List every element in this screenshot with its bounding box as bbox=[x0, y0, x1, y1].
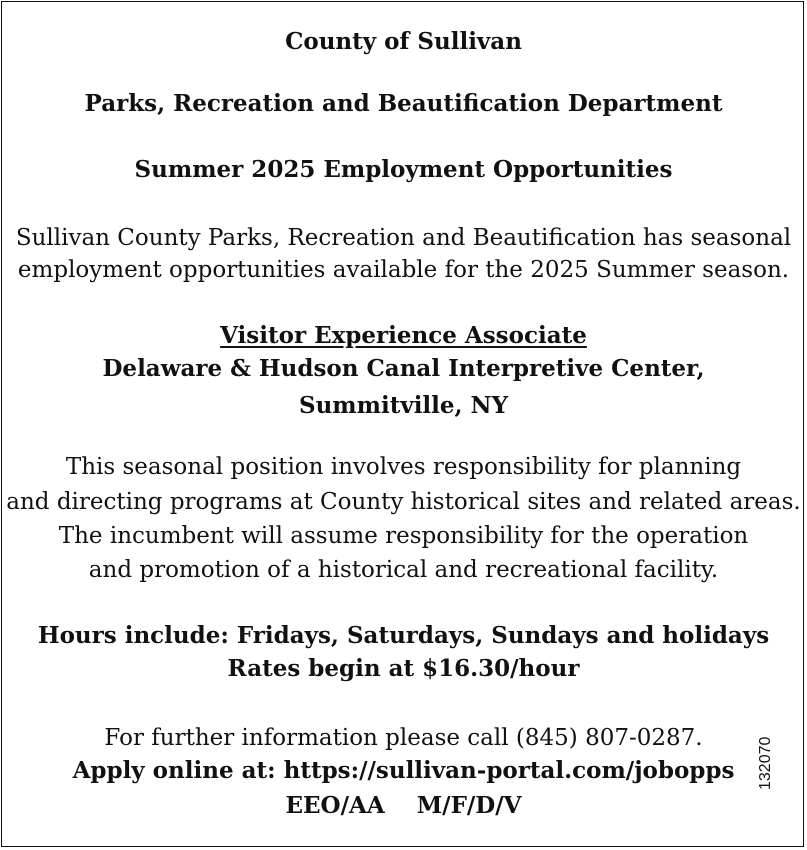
intro-line-1: Sullivan County Parks, Recreation and Beautification has seasonal bbox=[15, 225, 792, 251]
description-line-1: This seasonal position involves responsibility for planning bbox=[65, 454, 742, 480]
eeo-statement: EEO/AA M/F/D/V bbox=[285, 792, 522, 819]
description-line-3: The incumbent will assume responsibility for the operation bbox=[58, 523, 749, 549]
ad-code: 132070 bbox=[757, 736, 774, 790]
hours-info: Hours include: Fridays, Saturdays, Sundays and holidays bbox=[37, 622, 770, 649]
intro-line-2: employment opportunities available for the 2025 Summer season. bbox=[17, 257, 790, 283]
position-location-line-1: Delaware & Hudson Canal Interpretive Center, bbox=[102, 355, 705, 382]
position-location-line-2: Summitville, NY bbox=[298, 392, 509, 419]
description-line-4: and promotion of a historical and recreational facility. bbox=[88, 557, 719, 583]
department-heading: Parks, Recreation and Beautification Department bbox=[84, 90, 723, 117]
pay-rate-info: Rates begin at $16.30/hour bbox=[227, 655, 580, 682]
phone-contact-line: For further information please call (845) 807-0287. bbox=[104, 725, 703, 751]
position-title: Visitor Experience Associate bbox=[220, 322, 587, 349]
county-heading: County of Sullivan bbox=[285, 28, 522, 55]
apply-online-line: Apply online at: https://sullivan-portal.com/jobopps bbox=[72, 757, 735, 784]
description-line-2: and directing programs at County historical sites and related areas. bbox=[6, 489, 801, 515]
opportunities-title: Summer 2025 Employment Opportunities bbox=[134, 156, 673, 183]
